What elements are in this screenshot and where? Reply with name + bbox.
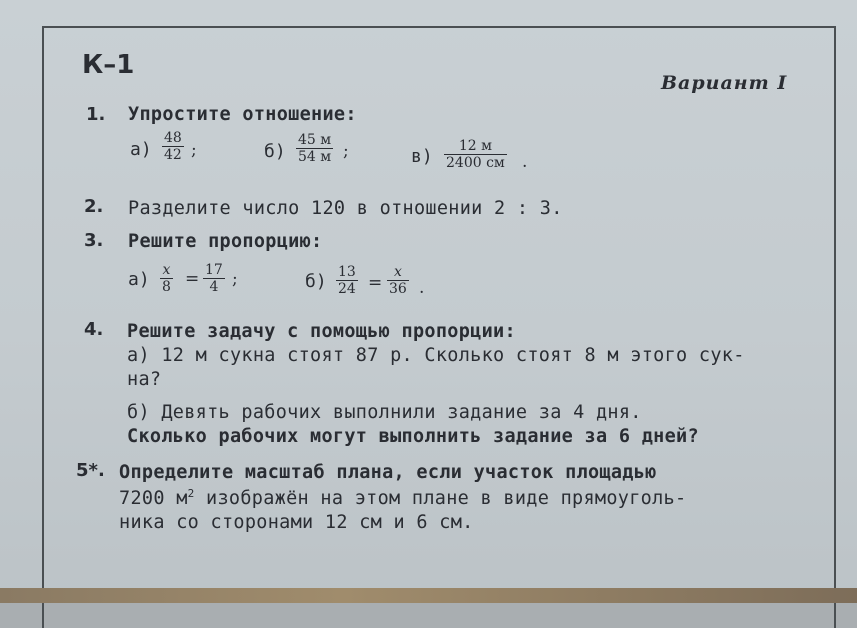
task-3-text: Решите пропорцию:: [128, 231, 323, 252]
numerator: 45 м: [298, 132, 332, 148]
task-4-number: 4.: [84, 319, 104, 340]
task-1c-label: в): [411, 146, 433, 167]
task-3b-sep: .: [419, 278, 425, 298]
numerator: x: [387, 264, 409, 281]
denominator: 36: [389, 281, 407, 297]
task-3a-label: а): [128, 269, 150, 290]
numerator: 48: [164, 130, 182, 146]
task-1a-fraction: [162, 130, 184, 163]
task-5-number: 5*.: [76, 460, 105, 481]
task-1b-fraction: [296, 132, 333, 165]
task-1b-sep: ;: [343, 141, 349, 161]
denominator: 4: [209, 279, 219, 295]
variant-label: Вариант I: [661, 72, 788, 94]
denominator: 8: [162, 279, 171, 295]
task-2-text: Разделите число 120 в отношении 2 : 3.: [128, 198, 563, 219]
area-value: 7200 м: [119, 488, 188, 510]
task-1c-sep: .: [522, 152, 528, 172]
table-edge: [0, 588, 857, 603]
denominator: 24: [338, 281, 356, 297]
worksheet-title: К–1: [82, 50, 135, 80]
task-4-line-4: Сколько рабочих могут выполнить задание за 6 дней?: [127, 426, 699, 447]
task-4-text: Решите задачу с помощью пропорции:: [127, 321, 516, 342]
task-1a-label: а): [130, 139, 152, 160]
task-5-line-2: [119, 487, 686, 509]
task-3b-right-fraction: [387, 264, 409, 297]
denominator: 54 м: [298, 149, 332, 165]
task-3a-equals: =: [185, 269, 200, 289]
task-5-line-3: ника со сторонами 12 см и 6 см.: [119, 512, 474, 533]
task-1a-sep: ;: [191, 140, 197, 160]
task-3b-equals: =: [368, 273, 383, 293]
denominator: 2400 см: [446, 155, 505, 171]
task-1b-label: б): [264, 141, 286, 162]
numerator: 17: [205, 262, 223, 278]
task-3a-right-fraction: [203, 262, 225, 295]
task-3a-left-fraction: [160, 262, 173, 295]
task-1c-fraction: [444, 138, 507, 171]
numerator: 12 м: [444, 138, 507, 155]
task-5-line-1: Определите масштаб плана, если участок площадью: [119, 462, 657, 483]
task-4-line-3: б) Девять рабочих выполнили задание за 4 дня.: [127, 402, 642, 423]
numerator: x: [160, 262, 173, 279]
task-3b-label: б): [305, 271, 327, 292]
task-2-number: 2.: [84, 196, 104, 217]
task-1-number: 1.: [86, 104, 106, 125]
square-exponent: 2: [187, 487, 195, 500]
task-1-text: Упростите отношение:: [128, 104, 357, 125]
task-4-line-2: на?: [127, 369, 162, 390]
task-3b-left-fraction: [336, 264, 358, 297]
numerator: 13: [338, 264, 356, 280]
task-3a-sep: ;: [232, 269, 238, 289]
task-5-line-2-rest: изображён на этом плане в виде прямоуголь-: [194, 488, 687, 510]
task-3-number: 3.: [84, 230, 104, 251]
task-4-line-1: а) 12 м сукна стоят 87 р. Сколько стоят 8 м этого сук-: [127, 345, 745, 366]
denominator: 42: [164, 147, 182, 163]
